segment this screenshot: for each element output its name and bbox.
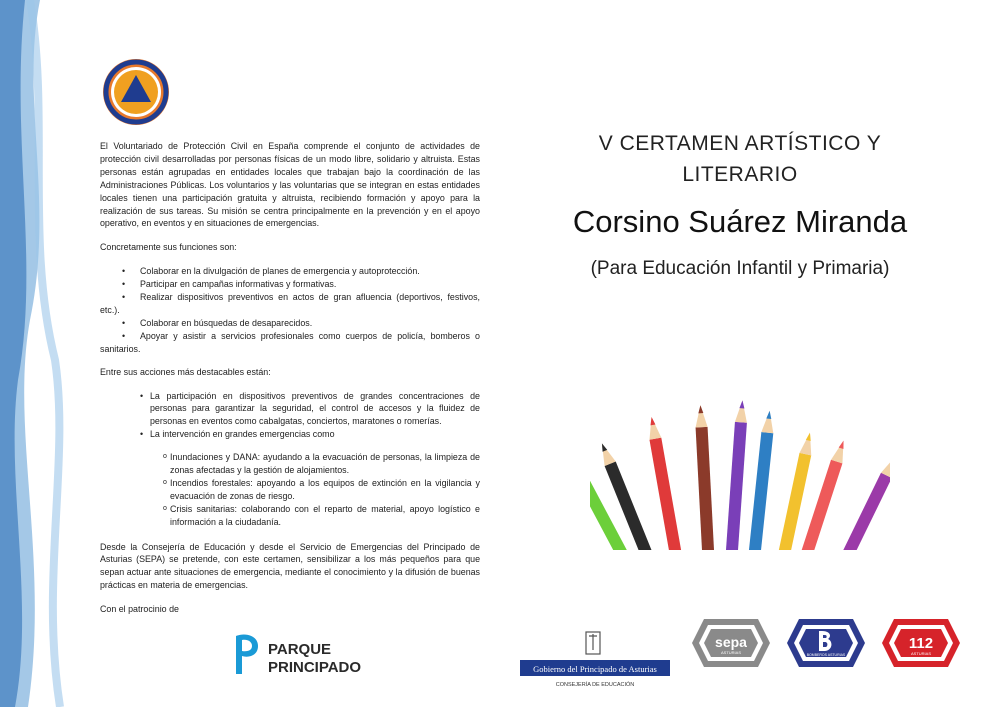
pencil bbox=[694, 405, 715, 550]
proteccion-civil-logo bbox=[102, 58, 170, 126]
list-item: o Incendios forestales: apoyando a los equipos de extinción en la vigilancia y evacuación de zonas de riesgo. bbox=[163, 477, 480, 501]
funciones-title: Concretamente sus funciones son: bbox=[100, 242, 237, 253]
list-item: o Crisis sanitarias: colaborando con el reparto de material, apoyo logístico e información a la ciudadanía. bbox=[163, 503, 480, 527]
list-item: • Apoyar y asistir a servicios profesionales como cuerpos de policía, bomberos o sanitarios. bbox=[100, 330, 480, 354]
title-line-1: V CERTAMEN ARTÍSTICO Y bbox=[598, 132, 882, 155]
closing-paragraph: Desde la Consejería de Educación y desde el Servicio de Emergencias del Principado de Asturias (SEPA) se pretende, con este certamen, sensibilizar a los más pequeños para que sepan actuar ante situaciones de emergencia, mediante el conocimiento y la difusión de buenas prácticas en materia de emergencias. bbox=[100, 541, 480, 591]
emergencias-112-logo bbox=[880, 617, 962, 669]
svg-text:PARQUE: PARQUE bbox=[268, 641, 332, 658]
list-item: • La participación en dispositivos preventivos de grandes concentraciones de personas para garantizar la seguridad, el control de accesos y la fluidez de personas en eventos como cabalgatas, conciertos, maratones o romerías. bbox=[140, 390, 480, 427]
list-item: • La intervención en grandes emergencias como bbox=[140, 429, 335, 440]
intro-paragraph: El Voluntariado de Protección Civil en España comprende el conjunto de actividades de protección civil desarrolladas por personas físicas de un modo libre, solidario y altruista. Estas personas están agrupadas en entidades locales que trabajan bajo la coordinación de las Administraciones Públicas. Los voluntarios y las voluntarias que se integran en estas entidades locales tienen una participación gratuita y altruista, recibiendo formación y apoyo para la realización de sus tareas. Su misión se centra principalmente en la prevención y en el apoyo operativo, en eventos y en situaciones de emergencias. bbox=[100, 141, 480, 229]
svg-text:PRINCIPADO: PRINCIPADO bbox=[268, 659, 362, 676]
pencil bbox=[646, 416, 685, 550]
svg-text:sepa: sepa bbox=[715, 634, 747, 650]
pencil bbox=[590, 432, 636, 550]
title-line-2: LITERARIO bbox=[682, 163, 798, 186]
title-column bbox=[520, 128, 960, 280]
svg-text:ASTURIAS: ASTURIAS bbox=[720, 650, 742, 655]
pencil bbox=[724, 400, 748, 550]
subtitle: (Para Educación Infantil y Primaria) bbox=[590, 258, 890, 279]
gobierno-principado-logo bbox=[520, 630, 670, 690]
list-item: o Inundaciones y DANA: ayudando a la evacuación de personas, la limpieza de zonas afectadas y la gestión de alojamientos. bbox=[163, 452, 480, 476]
list-item: • Participar en campañas informativas y formativas. bbox=[122, 279, 337, 290]
list-item: • Colaborar en la divulgación de planes de emergencia y autoprotección. bbox=[122, 266, 420, 277]
svg-text:CONSEJERÍA DE EDUCACIÓN: CONSEJERÍA DE EDUCACIÓN bbox=[555, 682, 635, 688]
svg-text:BOMBEROS ASTURIAS: BOMBEROS ASTURIAS bbox=[806, 653, 846, 657]
acciones-list bbox=[100, 390, 480, 442]
svg-text:ASTURIAS: ASTURIAS bbox=[910, 651, 932, 656]
list-item: • Realizar dispositivos preventivos en actos de gran afluencia (deportivos, festivos, etc.). bbox=[100, 292, 480, 315]
decorative-wave-border bbox=[0, 0, 70, 707]
svg-text:112: 112 bbox=[908, 635, 934, 652]
info-column bbox=[100, 140, 480, 627]
bomberos-logo bbox=[785, 617, 867, 669]
acciones-title: Entre sus acciones más destacables están: bbox=[100, 366, 271, 377]
list-item: • Colaborar en búsquedas de desaparecidos. bbox=[122, 317, 313, 328]
svg-text:Gobierno del Principado de Ast: Gobierno del Principado de Asturias bbox=[533, 664, 657, 674]
parque-principado-logo bbox=[232, 630, 382, 678]
sepa-logo bbox=[690, 617, 772, 669]
pencil bbox=[747, 410, 776, 550]
funciones-list bbox=[100, 265, 480, 355]
emergencias-list bbox=[100, 451, 480, 528]
pencil bbox=[835, 453, 890, 550]
honoree-name: Corsino Suárez Miranda bbox=[572, 204, 908, 239]
patrocinio-label: Con el patrocinio de bbox=[100, 604, 179, 615]
colored-pencils-image bbox=[590, 390, 890, 550]
